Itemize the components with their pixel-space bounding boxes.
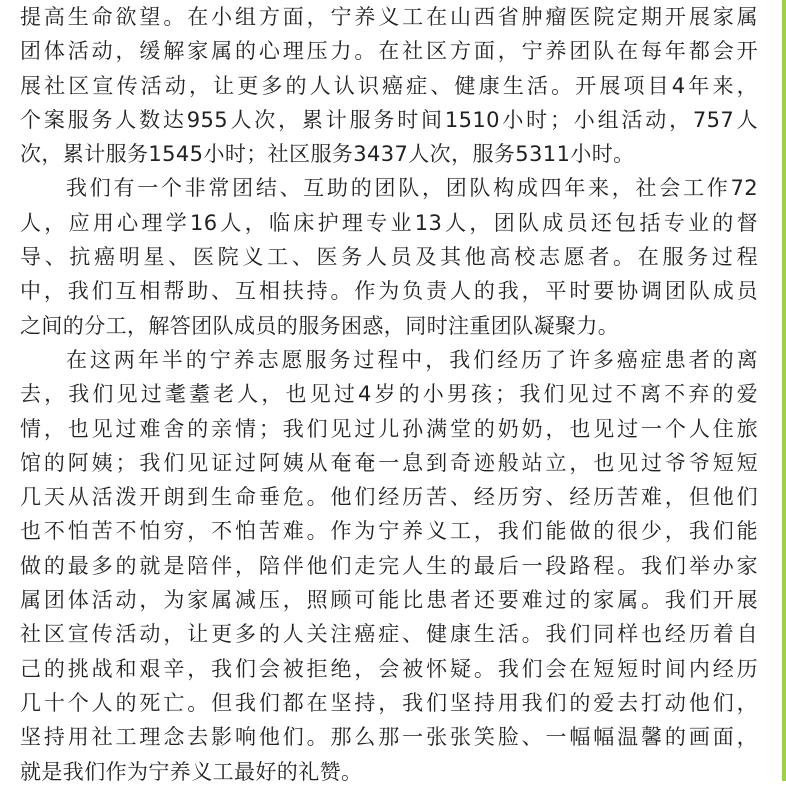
text-line: 己的挑战和艰辛，我们会被拒绝，会被怀疑。我们会在短短时间内经历 xyxy=(20,656,758,681)
text-line: 社区宣传活动，让更多的人关注癌症、健康生活。我们同样也经历着自 xyxy=(20,622,758,647)
text-line: 个案服务人数达955人次，累计服务时间1510小时；小组活动，757人 xyxy=(20,107,758,132)
text-line: 我们有一个非常团结、互助的团队，团队构成四年来，社会工作72 xyxy=(66,176,758,201)
text-line: 去，我们见过耄耋老人，也见过4岁的小男孩；我们见过不离不弃的爱 xyxy=(20,382,758,407)
text-line: 属团体活动，为家属减压，照顾可能比患者还要难过的家属。我们开展 xyxy=(20,588,758,613)
text-line: 就是我们作为宁养义工最好的礼赞。 xyxy=(20,759,363,784)
text-line: 团体活动，缓解家属的心理压力。在社区方面，宁养团队在每年都会开 xyxy=(20,39,758,64)
text-line: 坚持用社工理念去影响他们。那么那一张张笑脸、一幅幅温馨的画面， xyxy=(20,725,758,750)
text-line: 几十个人的死亡。但我们都在坚持，我们坚持用我们的爱去打动他们， xyxy=(20,690,758,715)
text-line: 中，我们互相帮助、互相扶持。作为负责人的我，平时要协调团队成员 xyxy=(20,279,758,304)
text-line: 导、抗癌明星、医院义工、医务人员及其他高校志愿者。在服务过程 xyxy=(20,245,758,270)
text-line: 之间的分工，解答团队成员的服务困惑，同时注重团队凝聚力。 xyxy=(20,313,620,338)
text-line: 在这两年半的宁养志愿服务过程中，我们经历了许多癌症患者的离 xyxy=(66,347,758,372)
text-line: 次，累计服务1545小时；社区服务3437人次，服务5311小时。 xyxy=(20,142,635,167)
text-line: 情，也见过难舍的亲情；我们见过儿孙满堂的奶奶，也见过一个人住旅 xyxy=(20,416,758,441)
text-line: 也不怕苦不怕穷，不怕苦难。作为宁养义工，我们能做的很少，我们能 xyxy=(20,519,758,544)
text-line: 馆的阿姨；我们见证过阿姨从奄奄一息到奇迹般站立，也见过爷爷短短 xyxy=(20,450,758,475)
text-line: 做的最多的就是陪伴，陪伴他们走完人生的最后一段路程。我们举办家 xyxy=(20,553,758,578)
text-line: 人，应用心理学16人，临床护理专业13人，团队成员还包括专业的督 xyxy=(20,210,758,235)
text-line: 展社区宣传活动，让更多的人认识癌症、健康生活。开展项目4年来， xyxy=(20,73,758,98)
text-line: 提高生命欲望。在小组方面，宁养义工在山西省肿瘤医院定期开展家属 xyxy=(20,5,758,29)
text-line: 几天从活泼开朗到生命垂危。他们经历苦、经历穷、经历苦难，但他们 xyxy=(20,485,758,510)
article-body xyxy=(20,0,758,789)
